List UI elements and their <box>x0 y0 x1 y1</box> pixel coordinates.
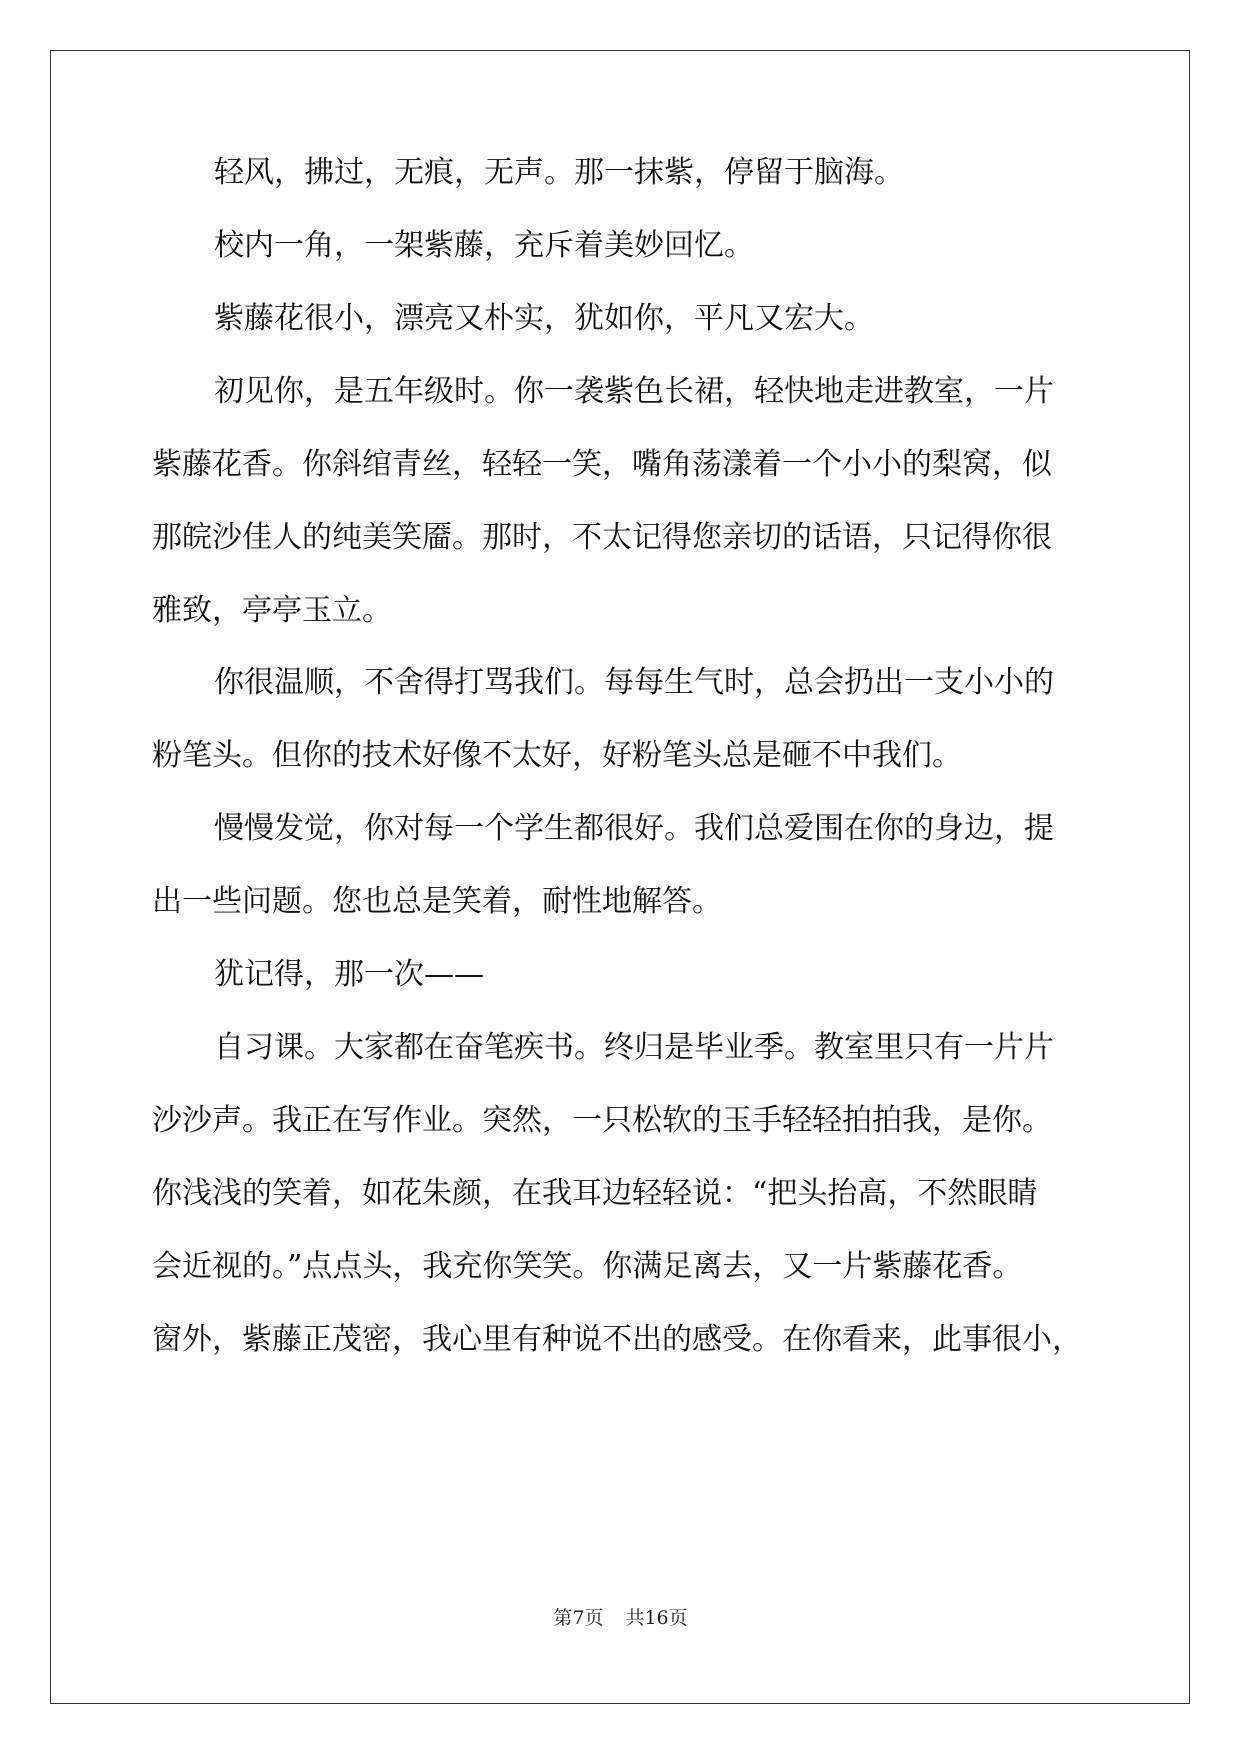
page-number: 第7页 <box>553 1607 604 1629</box>
paragraph-line: 你很温顺，不舍得打骂我们。每每生气时，总会扔出一支小小的 <box>214 665 1054 700</box>
paragraph-line: 初见你，是五年级时。你一袭紫色长裙，轻快地走进教室，一片 <box>214 374 1054 409</box>
paragraph-line: 那皖沙佳人的纯美笑靥。那时，不太记得您亲切的话语，只记得你很 <box>152 520 1052 555</box>
page-footer <box>0 1603 1241 1630</box>
paragraph-line: 沙沙声。我正在写作业。突然，一只松软的玉手轻轻拍拍我，是你。 <box>152 1103 1052 1138</box>
page-total: 共16页 <box>625 1607 688 1629</box>
paragraph-line: 紫藤花很小，漂亮又朴实，犹如你，平凡又宏大。 <box>214 301 874 336</box>
paragraph-line: 出一些问题。您也总是笑着，耐性地解答。 <box>152 884 722 919</box>
paragraph-line: 犹记得，那一次—— <box>214 957 484 992</box>
paragraph-line: 窗外，紫藤正茂密，我心里有种说不出的感受。在你看来，此事很小， <box>152 1322 1082 1357</box>
paragraph-line: 粉笔头。但你的技术好像不太好，好粉笔头总是砸不中我们。 <box>152 738 962 773</box>
paragraph-line: 会近视的。”点点头，我充你笑笑。你满足离去，又一片紫藤花香。 <box>152 1249 1023 1284</box>
paragraph-line: 紫藤花香。你斜绾青丝，轻轻一笑，嘴角荡漾着一个小小的梨窝，似 <box>152 447 1052 482</box>
paragraph-line: 自习课。大家都在奋笔疾书。终归是毕业季。教室里只有一片片 <box>214 1030 1054 1065</box>
paragraph-line: 校内一角，一架紫藤，充斥着美妙回忆。 <box>214 228 754 263</box>
paragraph-line: 你浅浅的笑着，如花朱颜，在我耳边轻轻说：“把头抬高，不然眼睛 <box>152 1176 1038 1211</box>
paragraph-line: 慢慢发觉，你对每一个学生都很好。我们总爱围在你的身边，提 <box>214 811 1054 846</box>
paragraph-line: 雅致，亭亭玉立。 <box>152 593 392 628</box>
paragraph-line: 轻风，拂过，无痕，无声。那一抹紫，停留于脑海。 <box>214 155 904 190</box>
